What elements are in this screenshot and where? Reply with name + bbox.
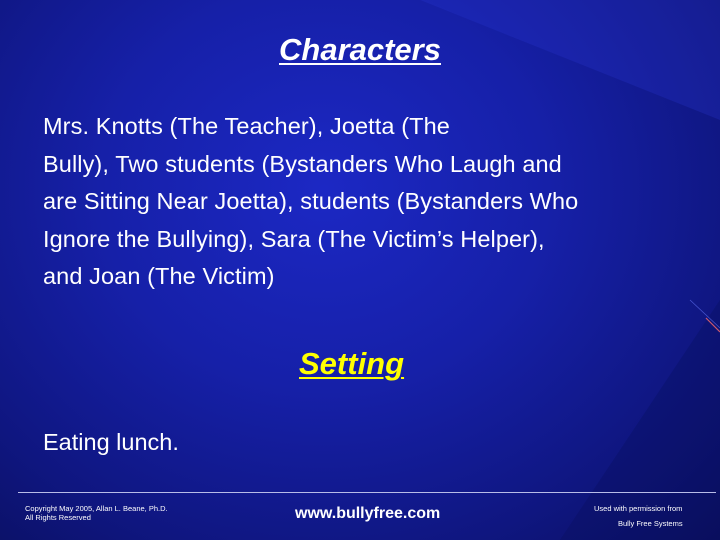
characters-line: and Joan (The Victim): [43, 263, 275, 289]
rights-line: All Rights Reserved: [25, 513, 91, 522]
permission-line: Used with permission from: [594, 504, 683, 513]
characters-line: Ignore the Bullying), Sara (The Victim’s Helper),: [43, 225, 545, 252]
copyright-line: Copyright May 2005, Allan L. Beane, Ph.D.: [25, 504, 168, 513]
characters-line: Bully), Two students (Bystanders Who Laugh and: [43, 150, 562, 177]
copyright-notice: [25, 504, 168, 522]
footer-divider: [18, 492, 716, 493]
slide-title: Characters: [279, 32, 441, 67]
permission-source: Bully Free Systems: [618, 519, 683, 528]
setting-heading: Setting: [299, 346, 405, 381]
characters-line: are Sitting Near Joetta), students (Bystanders Who: [43, 188, 579, 214]
characters-line: Mrs. Knotts (The Teacher), Joetta (The: [43, 113, 450, 139]
website-link[interactable]: www.bullyfree.com: [295, 505, 441, 522]
setting-text: Eating lunch.: [43, 429, 179, 455]
characters-text: [43, 108, 693, 296]
